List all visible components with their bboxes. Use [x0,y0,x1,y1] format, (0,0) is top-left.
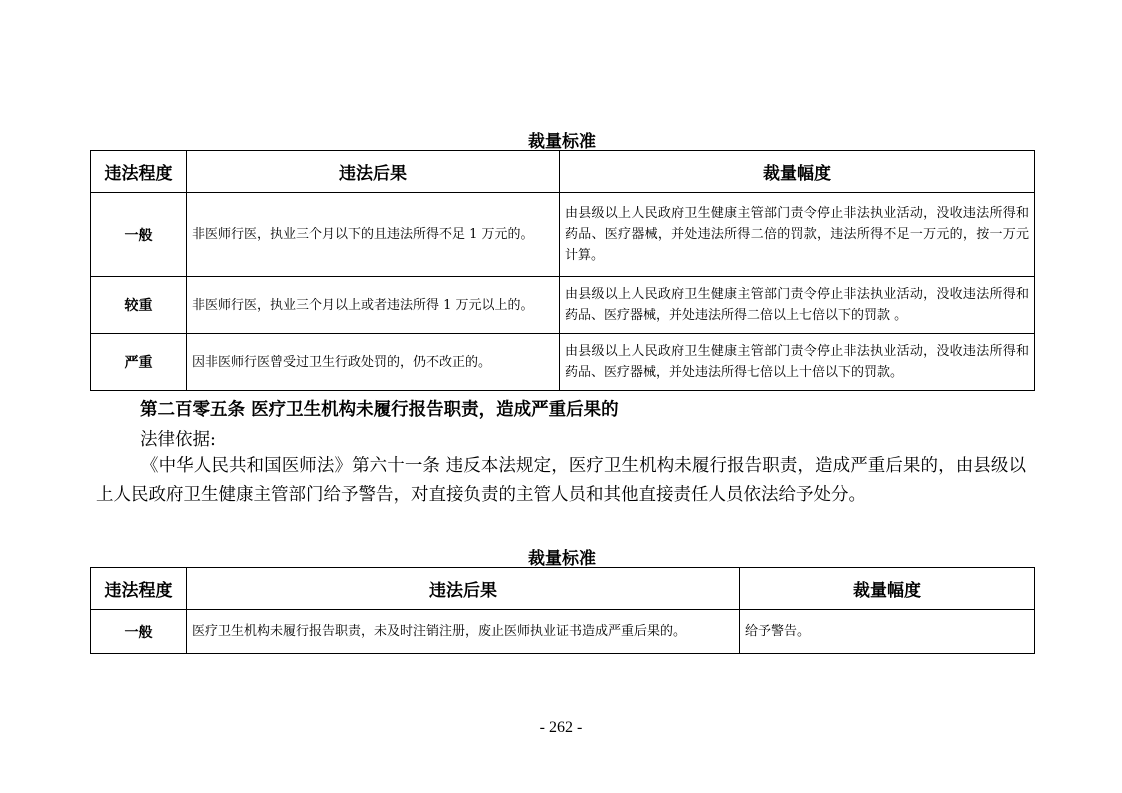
penalty-cell: 给予警告。 [740,610,1035,654]
penalty-cell: 由县级以上人民政府卫生健康主管部门责令停止非法执业活动，没收违法所得和药品、医疗器械，并处违法所得七倍以上十倍以下的罚款。 [560,334,1035,391]
table-row [91,334,1035,391]
level-cell: 较重 [91,277,187,334]
column-header: 违法后果 [187,568,740,610]
table2 [90,567,1035,654]
consequence-cell: 非医师行医，执业三个月以下的且违法所得不足 1 万元的。 [187,193,560,277]
legal-basis-text: 《中华人民共和国医师法》第六十一条 违反本法规定，医疗卫生机构未履行报告职责，造成严重后果的，由县级以上人民政府卫生健康主管部门给予警告，对直接负责的主管人员和其他直接责任人员依法给予处分。 [96,456,1026,505]
penalty-cell: 由县级以上人民政府卫生健康主管部门责令停止非法执业活动，没收违法所得和药品、医疗器械，并处违法所得二倍以上七倍以下的罚款 。 [560,277,1035,334]
column-header: 违法后果 [187,151,560,193]
table2-caption: 裁量标准 [528,549,596,569]
column-header: 裁量幅度 [560,151,1035,193]
legal-basis-label: 法律依据: [140,430,216,450]
column-header: 裁量幅度 [740,568,1035,610]
table-header-row [91,151,1035,193]
table-row [91,610,1035,654]
level-cell: 严重 [91,334,187,391]
table-header-row [91,568,1035,610]
page-number: - 262 - [539,719,583,736]
table-row [91,277,1035,334]
column-header: 违法程度 [91,568,187,610]
level-cell: 一般 [91,610,187,654]
article-heading: 第二百零五条 医疗卫生机构未履行报告职责，造成严重后果的 [140,400,619,420]
level-cell: 一般 [91,193,187,277]
table1-caption: 裁量标准 [528,132,596,152]
table-row [91,193,1035,277]
consequence-cell: 非医师行医，执业三个月以上或者违法所得 1 万元以上的。 [187,277,560,334]
consequence-cell: 医疗卫生机构未履行报告职责，未及时注销注册，废止医师执业证书造成严重后果的。 [187,610,740,654]
column-header: 违法程度 [91,151,187,193]
consequence-cell: 因非医师行医曾受过卫生行政处罚的，仍不改正的。 [187,334,560,391]
table1 [90,150,1035,391]
penalty-cell: 由县级以上人民政府卫生健康主管部门责令停止非法执业活动，没收违法所得和药品、医疗器械，并处违法所得二倍的罚款，违法所得不足一万元的，按一万元计算。 [560,193,1035,277]
